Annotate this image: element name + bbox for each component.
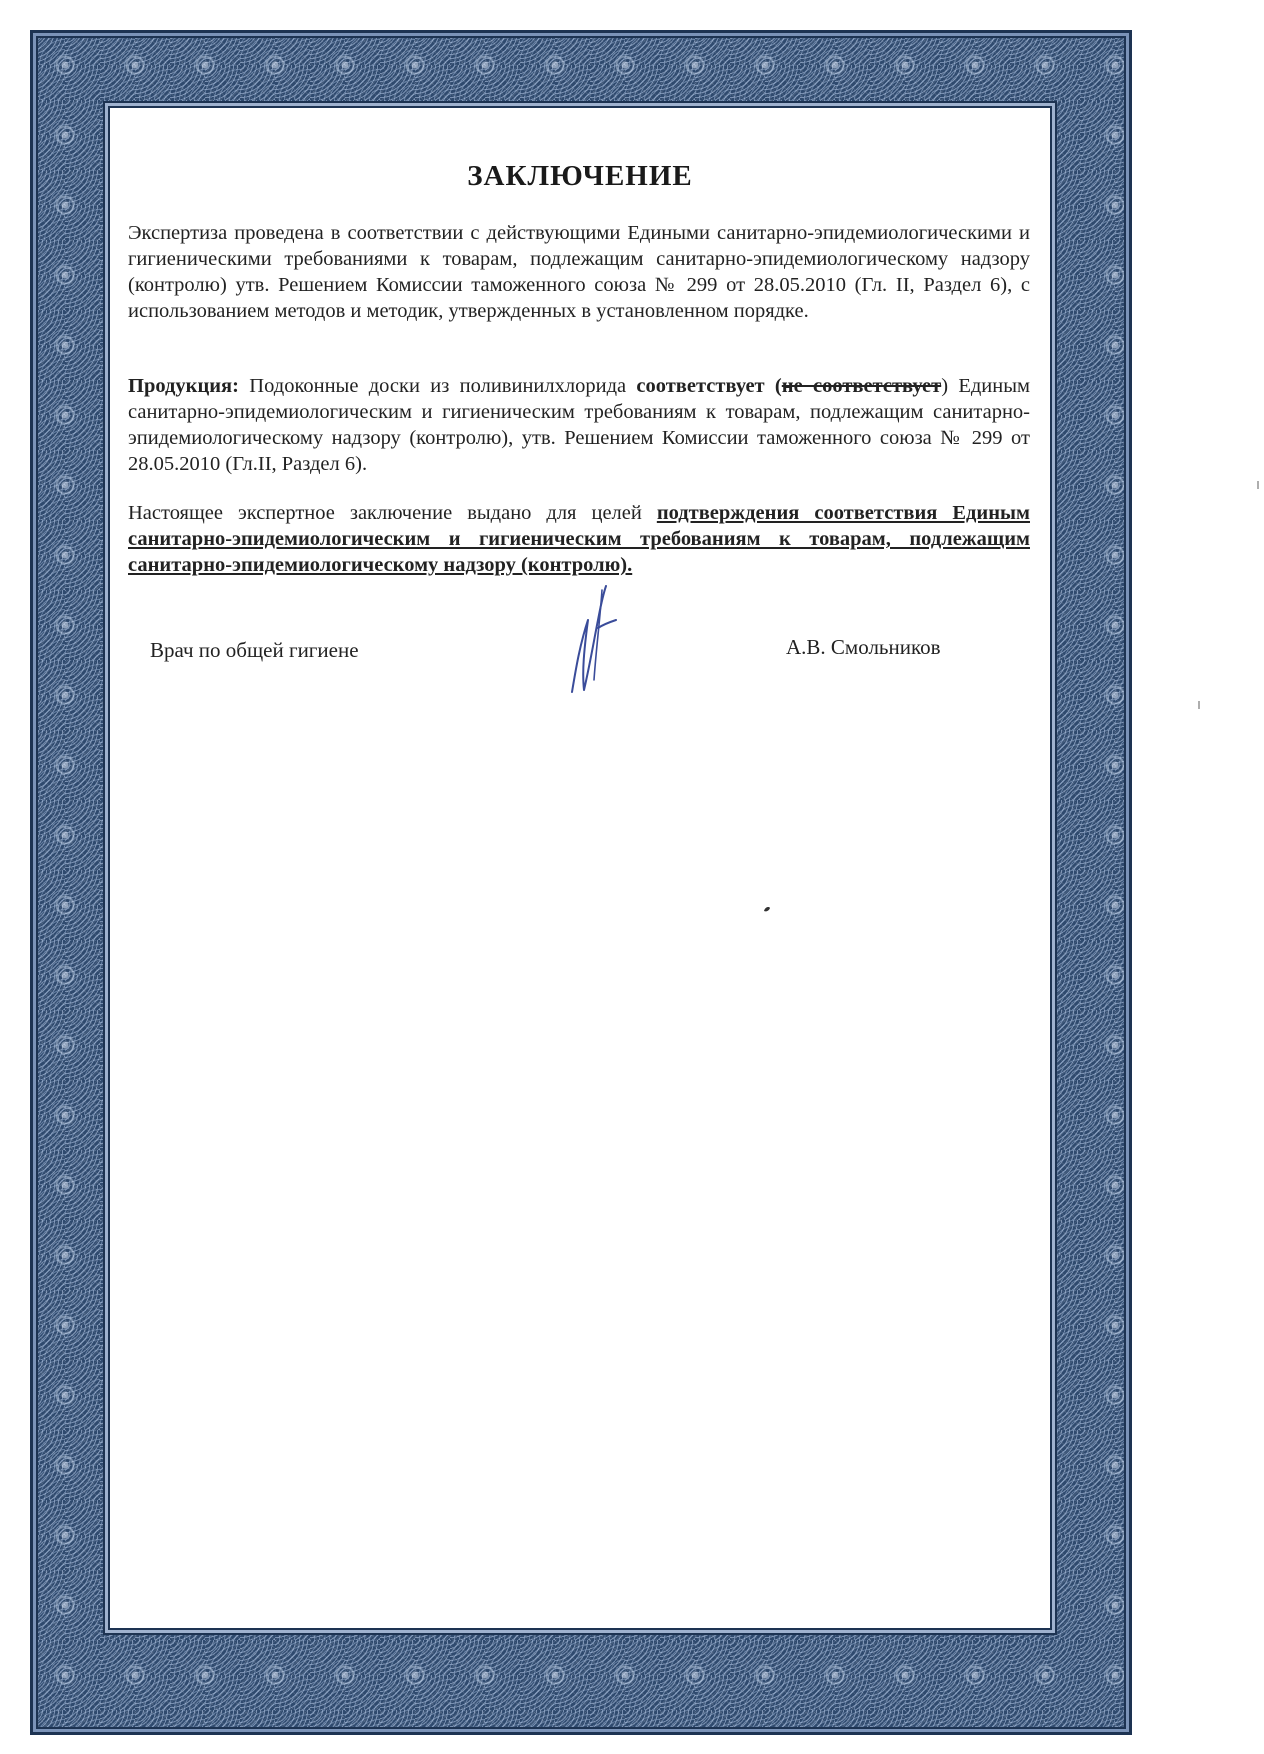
signatory-role: Врач по общей гигиене bbox=[150, 638, 359, 662]
purpose-intro: Настоящее экспертное заключение выдано для целей bbox=[128, 502, 657, 524]
paragraph-expertise: Экспертиза проведена в соответствии с действующими Едиными санитарно-эпидемиологическими и гигиеническими требованиями к товарам, подлежащим санитарно-эпидемиологическому надзору (контролю) утв. Решением Комиссии таможенного союза № 299 от 28.05.2010 (Гл. II, Раздел 6), с использованием методов и методик, утвержденных в установленном порядке. bbox=[128, 222, 1030, 322]
struck-status: не соответствует bbox=[781, 375, 942, 397]
open-paren: ( bbox=[764, 375, 782, 397]
ink-speck bbox=[762, 904, 772, 914]
margin-speck-2 bbox=[1255, 480, 1261, 490]
margin-speck bbox=[1196, 700, 1202, 710]
product-requirements: ) Единым санитарно-эпидемиологическим и гигиеническим требованиям к товарам, подлежащим санитарно-эпидемиологическому надзору (контролю), утв. Решением Комиссии таможенного союза № 299 от 28.05.2010 (Гл.II, Раздел 6). bbox=[128, 375, 1030, 475]
product-label: Продукция: bbox=[128, 375, 239, 397]
document-page bbox=[110, 108, 1050, 1628]
signatory-name: А.В. Смольников bbox=[786, 635, 941, 659]
paragraph-purpose bbox=[128, 500, 1030, 578]
compliance-status: соответствует bbox=[636, 375, 765, 397]
document-title: ЗАКЛЮЧЕНИЕ bbox=[467, 160, 693, 192]
product-name: Подоконные доски из поливинилхлорида bbox=[238, 375, 637, 397]
handwritten-signature bbox=[558, 580, 618, 700]
paragraph-product bbox=[128, 373, 1030, 477]
purpose-text: подтверждения соответствия Единым санитарно-эпидемиологическим и гигиеническим требованиям к товарам, подлежащим санитарно-эпидемиологическому надзору (контролю). bbox=[128, 502, 1030, 576]
